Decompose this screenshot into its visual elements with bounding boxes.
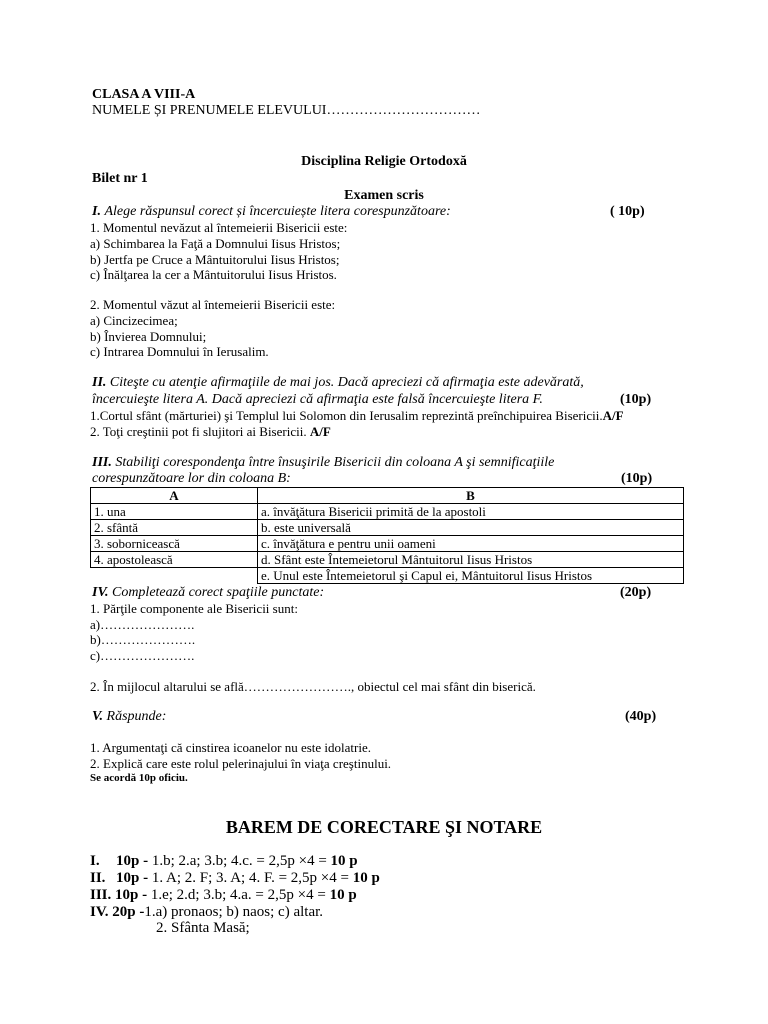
- barem-row-1-total: 10 p: [330, 853, 358, 869]
- barem-row-1: [90, 854, 358, 869]
- section-4-heading: [92, 586, 324, 600]
- barem-row-4: [90, 905, 323, 920]
- barem-row-4-number: IV.: [90, 904, 109, 920]
- section-3-instruction-2: corespunzătoare lor din coloana B:: [92, 471, 291, 486]
- exam-type: Examen scris: [344, 188, 424, 203]
- s2-statement-2-af: A/F: [309, 424, 331, 439]
- column-a-cell: 1. una: [91, 504, 258, 520]
- barem-row-3-text: 1.e; 2.d; 3.b; 4.a. = 2,5p ×4 =: [147, 887, 330, 903]
- s1-q1-option-c: c) Înălţarea la cer a Mântuitorului Iisus Hristos.: [90, 267, 337, 282]
- column-b-cell: d. Sfânt este Întemeietorul Mântuitorul Iisus Hristos: [258, 552, 684, 568]
- s5-question-2: 2. Explică care este rolul pelerinajului în viaţa creştinului.: [90, 756, 392, 771]
- barem-row-1-points: 10p -: [116, 853, 149, 869]
- section-3-instruction-1: Stabiliţi corespondenţa între însuşirile Bisericii din coloana A şi semnificaţiile: [115, 455, 555, 470]
- column-b-header: B: [258, 488, 684, 504]
- column-a-cell: 2. sfântă: [91, 520, 258, 536]
- table-row: [91, 536, 684, 552]
- barem-row-4-continued: 2. Sfânta Masă;: [156, 920, 250, 936]
- s1-q1-option-a: a) Schimbarea la Faţă a Domnului Iisus Hristos;: [90, 236, 341, 251]
- barem-row-4-points: 20p -: [112, 904, 145, 920]
- barem-row-2-number: II.: [90, 870, 106, 886]
- section-5-number: V.: [92, 709, 104, 724]
- barem-row-3: [90, 888, 357, 903]
- barem-row-3-points: 10p -: [115, 887, 148, 903]
- column-b-cell: a. învăţătura Bisericii primită de la apostoli: [258, 504, 684, 520]
- section-4-instruction: Completează corect spaţiile punctate:: [111, 585, 325, 600]
- barem-row-3-total: 10 p: [329, 887, 357, 903]
- class-heading: CLASA A VIII-A: [92, 87, 196, 102]
- barem-row-2-total: 10 p: [352, 870, 380, 886]
- barem-row-3-number: III.: [90, 887, 112, 903]
- oficiu-note: Se acordă 10p oficiu.: [90, 772, 188, 784]
- s4-blank-a: a)………………….: [90, 617, 195, 632]
- section-3-number: III.: [92, 455, 112, 470]
- section-3-points: (10p): [621, 471, 653, 486]
- s1-q1-option-b: b) Jertfa pe Cruce a Mântuitorului Iisus Hristos;: [90, 252, 340, 267]
- section-2-instruction-2: încercuieşte litera A. Dacă apreciezi că afirmaţia este falsă încercuieşte litera F.: [92, 392, 543, 407]
- table-row: [91, 520, 684, 536]
- column-a-cell: 4. apostolească: [91, 552, 258, 568]
- s4-question-2: 2. În mijlocul altarului se află……………………., obiectul cel mai sfânt din biserică.: [90, 679, 536, 694]
- section-2-number: II.: [92, 375, 107, 390]
- column-a-cell: [91, 568, 258, 584]
- s1-q2-option-c: c) Intrarea Domnului în Ierusalim.: [90, 344, 269, 359]
- section-1-number: I.: [92, 204, 101, 219]
- barem-row-2-points: 10p -: [116, 870, 149, 886]
- correspondence-table: [90, 487, 684, 584]
- s1-q2-option-a: a) Cincizecimea;: [90, 313, 178, 328]
- barem-row-2-text: 1. A; 2. F; 3. A; 4. F. = 2,5p ×4 =: [148, 870, 353, 886]
- section-5-heading: [92, 710, 166, 724]
- barem-row-1-number: I.: [90, 853, 100, 869]
- table-row: [91, 552, 684, 568]
- barem-row-2: [90, 871, 380, 886]
- section-4-points: (20p): [620, 585, 652, 600]
- section-5-instruction: Răspunde:: [106, 709, 167, 724]
- table-header-row: [91, 488, 684, 504]
- barem-row-4-text: 1.a) pronaos; b) naos; c) altar.: [144, 904, 324, 920]
- s2-statement-2: [90, 425, 331, 438]
- s2-statement-1: [90, 409, 624, 422]
- s2-statement-1-text: 1.Cortul sfânt (mărturiei) şi Templul lui Solomon din Ierusalim reprezintă preînchipuirea Bisericii.: [90, 408, 603, 423]
- barem-row-1-text: 1.b; 2.a; 3.b; 4.c. = 2,5p ×4 =: [148, 853, 331, 869]
- s1-q2-option-b: b) Învierea Domnului;: [90, 329, 207, 344]
- table-row: [91, 568, 684, 584]
- barem-title: BAREM DE CORECTARE ŞI NOTARE: [225, 817, 543, 837]
- section-2-heading: [92, 376, 584, 390]
- section-5-points: (40p): [625, 709, 657, 724]
- s1-question-1: 1. Momentul nevăzut al întemeierii Bisericii este:: [90, 220, 348, 235]
- section-3-heading: [92, 456, 554, 470]
- s2-statement-1-af: A/F: [602, 408, 624, 423]
- column-a-cell: 3. sobornicească: [91, 536, 258, 552]
- column-b-cell: c. învăţătura e pentru unii oameni: [258, 536, 684, 552]
- s2-statement-2-text: 2. Toţi creştinii pot fi slujitori ai Bisericii.: [90, 424, 307, 439]
- s1-question-2: 2. Momentul văzut al întemeierii Bisericii este:: [90, 297, 336, 312]
- column-b-cell: e. Unul este Întemeietorul şi Capul ei, Mântuitorul Iisus Hristos: [258, 568, 684, 584]
- section-4-number: IV.: [92, 585, 109, 600]
- s5-question-1: 1. Argumentaţi că cinstirea icoanelor nu este idolatrie.: [90, 740, 371, 755]
- section-1-heading: [92, 205, 451, 219]
- s4-blank-c: c)………………….: [90, 648, 195, 663]
- column-a-header: A: [91, 488, 258, 504]
- section-2-instruction-1: Citeşte cu atenţie afirmaţiile de mai jos. Dacă apreciezi că afirmaţia este adevărată,: [109, 375, 584, 390]
- section-1-instruction: Alege răspunsul corect și încercuiește litera corespunzătoare:: [104, 204, 451, 219]
- section-1-points: ( 10p): [610, 204, 645, 219]
- column-b-cell: b. este universală: [258, 520, 684, 536]
- s4-question-1: 1. Părţile componente ale Bisericii sunt:: [90, 601, 298, 616]
- student-name-line: NUMELE ȘI PRENUMELE ELEVULUI……………………………: [92, 103, 481, 118]
- discipline-title: Disciplina Religie Ortodoxă: [301, 154, 467, 169]
- ticket-number: Bilet nr 1: [92, 171, 148, 186]
- s4-blank-b: b)………………….: [90, 632, 196, 647]
- table-row: [91, 504, 684, 520]
- section-2-points: (10p): [620, 392, 652, 407]
